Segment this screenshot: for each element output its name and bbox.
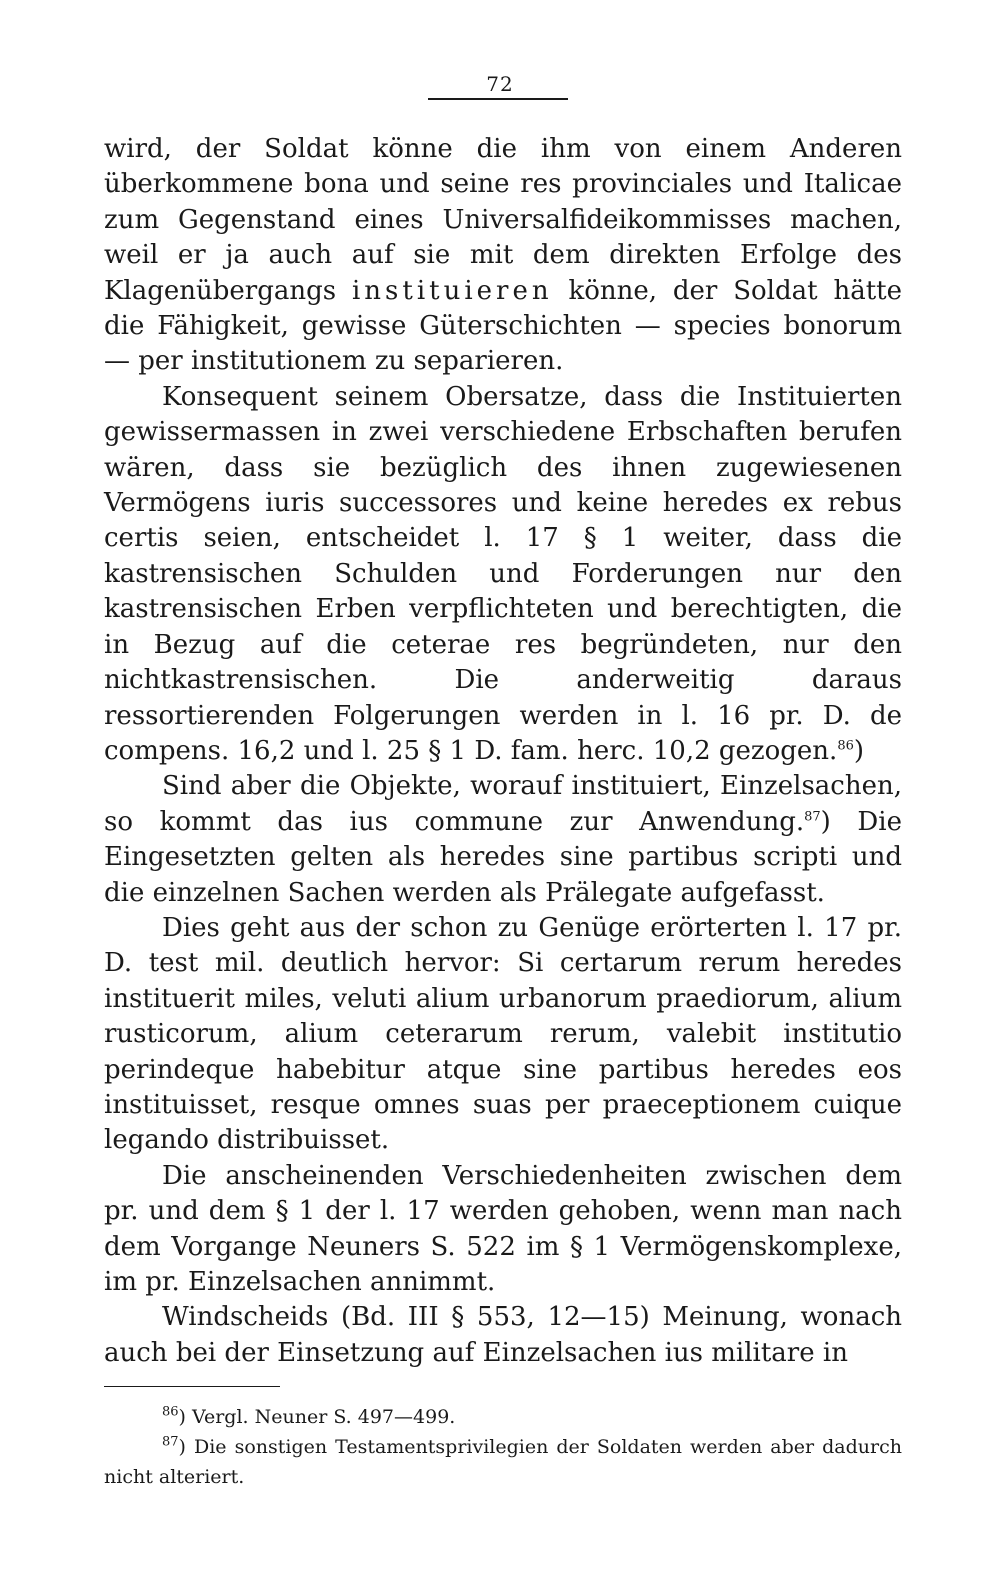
footnote bbox=[104, 1432, 902, 1492]
emphasized-text: instituieren bbox=[351, 275, 553, 306]
body-text bbox=[104, 132, 902, 1371]
paragraph bbox=[104, 132, 902, 380]
paragraph bbox=[104, 911, 902, 1159]
footnotes bbox=[104, 1402, 902, 1492]
footnote-marker-paren: ) bbox=[178, 1436, 186, 1458]
paragraph-text: ) Die Eingesetzten gelten als heredes sine partibus scripti und die einzelnen Sachen werden als Prälegate aufgefasst. bbox=[104, 806, 902, 908]
page-number: 72 bbox=[486, 72, 514, 96]
paragraph-text: Dies geht aus der schon zu Genüge erörterten l. 17 pr. D. test mil. deutlich hervor: Si certarum rerum heredes instituerit miles, veluti alium urbanorum praediorum, alium rusticorum, alium ceterarum rerum, valebit institutio perindeque habebitur atque sine partibus heredes eos instituisset, resque omnes suas per praeceptionem cuique legando distribuisset. bbox=[104, 912, 902, 1156]
paragraph-text: Windscheids (Bd. III § 553, 12—15) Meinung, wonach auch bei der Einsetzung auf Einzelsachen ius militare in bbox=[104, 1302, 902, 1368]
paragraph bbox=[104, 1159, 902, 1301]
footnote-text: Vergl. Neuner S. 497—499. bbox=[185, 1406, 456, 1428]
paragraph bbox=[104, 1300, 902, 1371]
paragraph-text: Die anscheinenden Verschiedenheiten zwischen dem pr. und dem § 1 der l. 17 werden gehoben, wenn man nach dem Vorgange Neuners S. 522 im § 1 Vermögenskomplexe, im pr. Einzelsachen annimmt. bbox=[104, 1160, 902, 1297]
paragraph-text: ) bbox=[853, 735, 865, 766]
footnote-marker: 87 bbox=[162, 1434, 179, 1450]
footnote-marker: 86 bbox=[162, 1404, 179, 1420]
footnote bbox=[104, 1402, 902, 1432]
footnote-reference: 87 bbox=[804, 809, 821, 825]
footnote-marker-paren: ) bbox=[178, 1406, 186, 1428]
paragraph bbox=[104, 769, 902, 911]
paragraph bbox=[104, 380, 902, 769]
footnote-rule bbox=[104, 1386, 280, 1387]
paragraph-text: könne, der Soldat hätte die Fähigkeit, gewisse Güterschichten — species bonorum — per institutionem zu separieren. bbox=[104, 275, 902, 377]
header-rule bbox=[428, 98, 568, 100]
paragraph-text: wird, der Soldat könne die ihm von einem Anderen überkommene bona und seine res provinciales und Italicae zum Gegenstand eines Universalfideikommisses machen, weil er ja auch auf sie mit dem direkten Erfolge des Klagenübergangs bbox=[104, 134, 902, 306]
footnote-text: Die sonstigen Testamentsprivilegien der Soldaten werden aber dadurch nicht alteriert. bbox=[104, 1436, 902, 1488]
footnote-reference: 86 bbox=[837, 738, 854, 754]
paragraph-text: Sind aber die Objekte, worauf instituiert, Einzelsachen, so kommt das ius commune zur Anwendung. bbox=[104, 771, 902, 837]
paragraph-text: Konsequent seinem Obersatze, dass die Instituierten gewissermassen in zwei verschiedene Erbschaften berufen wären, dass sie bezüglich des ihnen zugewiesenen Vermögens iuris successores und keine heredes ex rebus certis seien, entscheidet l. 17 § 1 weiter, dass die kastrensischen Schulden und Forderungen nur den kastrensischen Erben verpflichteten und berechtigten, die in Bezug auf die ceterae res begründeten, nur den nichtkastrensischen. Die anderweitig daraus ressortierenden Folgerungen werden in l. 16 pr. D. de compens. 16,2 und l. 25 § 1 D. fam. herc. 10,2 gezogen. bbox=[104, 381, 902, 766]
